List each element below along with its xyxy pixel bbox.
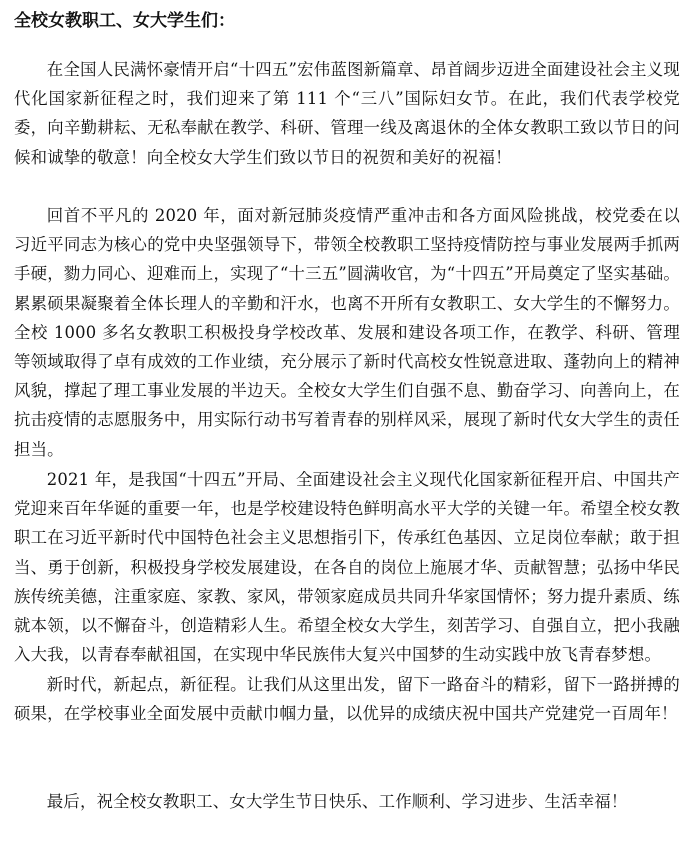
letter-paragraph-2: 回首不平凡的 2020 年，面对新冠肺炎疫情严重冲击和各方面风险挑战，校党委在以习近平同志为核心的党中央坚强领导下，带领全校教职工坚持疫情防控与事业发展两手抓两手硬，勠力同心、迎难而上，实现了“十三五”圆满收官，为“十四五”开局奠定了坚实基础。累累硕果凝聚着全体长理人的辛勤和汗水，也离不开所有女教职工、女大学生的不懈努力。全校 1000 多名女教职工积极投身学校改革、发展和建设各项工作，在教学、科研、管理等领域取得了卓有成效的工作业绩，充分展示了新时代高校女性锐意进取、蓬勃向上的精神风貌，撑起了理工事业发展的半边天。全校女大学生们自强不息、勤奋学习、向善向上，在抗击疫情的志愿服务中，用实际行动书写着青春的别样风采，展现了新时代女大学生的责任担当。: [14, 206, 680, 459]
letter-salutation: 全校女教职工、女大学生们：: [14, 11, 235, 31]
letter-paragraph-1: 在全国人民满怀豪情开启“十四五”宏伟蓝图新篇章、昂首阔步迈进全面建设社会主义现代化国家新征程之时，我们迎来了第 111 个“三八”国际妇女节。在此，我们代表学校党委，向辛勤耕耘、无私奉献在教学、科研、管理一线及离退休的全体女教职工致以节日的问候和诚挚的敬意！向全校女大学生们致以节日的祝贺和美好的祝福！: [14, 60, 680, 167]
letter-paragraph-3: 2021 年，是我国“十四五”开局、全面建设社会主义现代化国家新征程开启、中国共产党迎来百年华诞的重要一年，也是学校建设特色鲜明高水平大学的关键一年。希望全校女教职工在习近平新时代中国特色社会主义思想指引下，传承红色基因、立足岗位奉献；敢于担当、勇于创新，积极投身学校发展建设，在各自的岗位上施展才华、贡献智慧；弘扬中华民族传统美德，注重家庭、家教、家风，带领家庭成员共同升华家国情怀；努力提升素质、练就本领，以不懈奋斗，创造精彩人生。希望全校女大学生，刻苦学习、自强自立，把小我融入大我，以青春奉献祖国，在实现中华民族伟大复兴中国梦的生动实践中放飞青春梦想。: [14, 470, 680, 665]
letter-paragraph-5: 最后，祝全校女教职工、女大学生节日快乐、工作顺利、学习进步、生活幸福！: [46, 792, 628, 811]
letter-paragraph-4: 新时代，新起点，新征程。让我们从这里出发，留下一路奋斗的精彩，留下一路拼搏的硕果，在学校事业全面发展中贡献巾帼力量，以优异的成绩庆祝中国共产党建党一百周年！: [14, 675, 680, 724]
